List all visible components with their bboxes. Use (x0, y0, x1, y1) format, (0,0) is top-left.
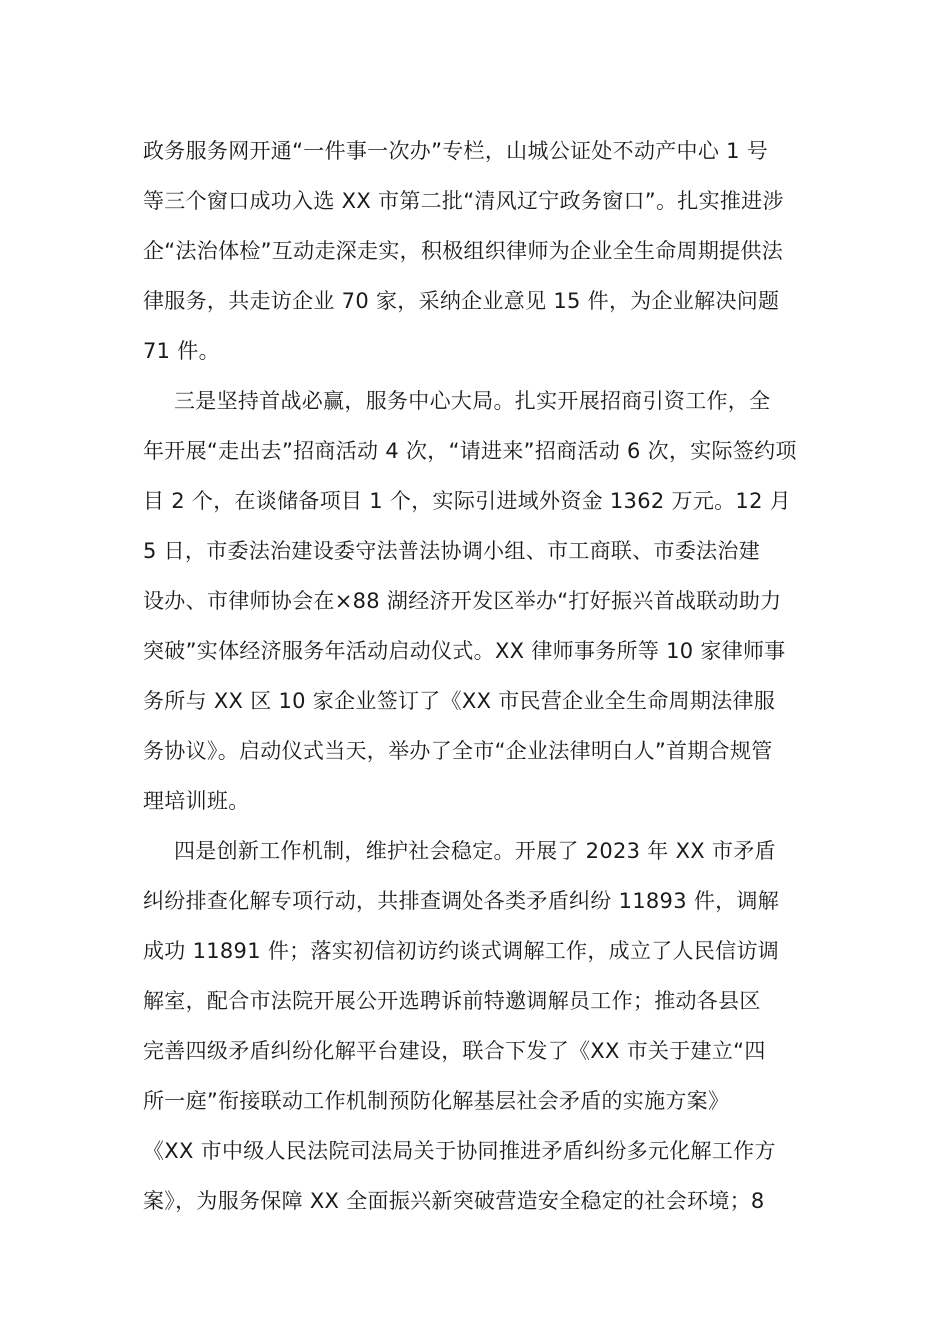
text-line: 设办、市律师协会在×88 湖经济开发区举办“打好振兴首战联动助力 (143, 589, 782, 613)
text-line: 5 日，市委法治建设委守法普法协调小组、市工商联、市委法治建 (143, 539, 761, 563)
text-line: 纠纷排查化解专项行动，共排查调处各类矛盾纠纷 11893 件，调解 (143, 889, 780, 913)
text-line: 成功 11891 件；落实初信初访约谈式调解工作，成立了人民信访调 (143, 939, 780, 963)
paragraph-start-line: 三是坚持首战必赢，服务中心大局。扎实开展招商引资工作，全 (174, 389, 771, 413)
paragraph-start-line: 四是创新工作机制，维护社会稳定。开展了 2023 年 XX 市矛盾 (174, 839, 776, 863)
text-line: 完善四级矛盾纠纷化解平台建设，联合下发了《XX 市关于建立“四 (143, 1039, 766, 1063)
text-line: 71 件。 (143, 339, 220, 363)
text-line: 解室，配合市法院开展公开选聘诉前特邀调解员工作；推动各县区 (143, 989, 761, 1013)
text-line: 目 2 个，在谈储备项目 1 个，实际引进域外资金 1362 万元。12 月 (143, 489, 792, 513)
text-line: 年开展“走出去”招商活动 4 次，“请进来”招商活动 6 次，实际签约项 (143, 439, 797, 463)
text-line: 所一庭”衔接联动工作机制预防化解基层社会矛盾的实施方案》 (143, 1089, 730, 1113)
text-line: 等三个窗口成功入选 XX 市第二批“清风辽宁政务窗口”。扎实推进涉 (143, 189, 784, 213)
body-text (143, 126, 811, 1226)
text-line: 案》，为服务保障 XX 全面振兴新突破营造安全稳定的社会环境；8 (143, 1189, 765, 1213)
text-line: 务所与 XX 区 10 家企业签订了《XX 市民营企业全生命周期法律服 (143, 689, 776, 713)
text-line: 企“法治体检”互动走深走实，积极组织律师为企业全生命周期提供法 (143, 239, 784, 263)
text-line: 理培训班。 (143, 789, 250, 813)
text-line: 《XX 市中级人民法院司法局关于协同推进矛盾纠纷多元化解工作方 (143, 1139, 776, 1163)
text-line: 突破”实体经济服务年活动启动仪式。XX 律师事务所等 10 家律师事 (143, 639, 786, 663)
text-line: 政务服务网开通“一件事一次办”专栏，山城公证处不动产中心 1 号 (143, 139, 769, 163)
text-line: 律服务，共走访企业 70 家，采纳企业意见 15 件，为企业解决问题 (143, 289, 780, 313)
text-line: 务协议》。启动仪式当天，举办了全市“企业法律明白人”首期合规管 (143, 739, 773, 763)
